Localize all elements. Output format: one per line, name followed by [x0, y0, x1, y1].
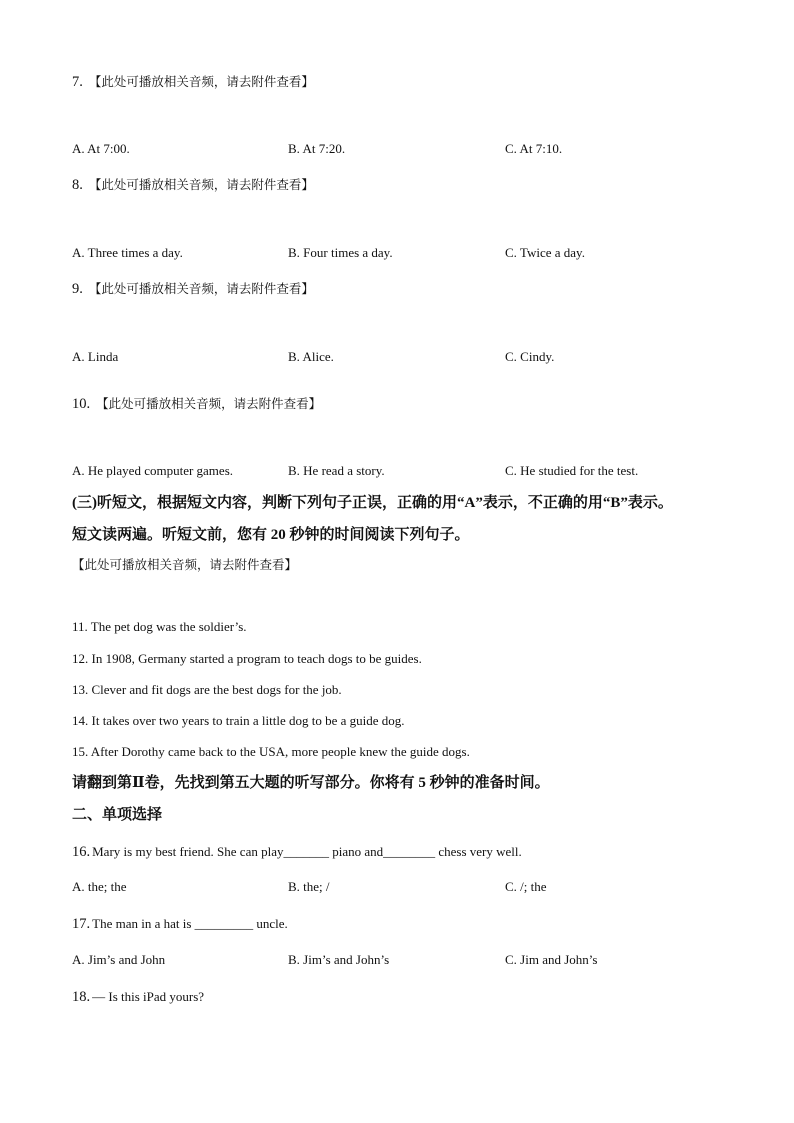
option-c: C. Jim and John’s: [505, 952, 598, 967]
option-b: B. Four times a day.: [288, 245, 393, 260]
question-number: 8.: [72, 177, 83, 193]
question-18: [72, 987, 204, 1007]
question-number: 10.: [72, 396, 91, 412]
question-number: 7.: [72, 74, 83, 90]
option-a: A. Jim’s and John: [72, 952, 166, 967]
option-b: B. He read a story.: [288, 463, 385, 478]
question-text: — Is this iPad yours?: [92, 989, 205, 1004]
section-heading-line-2: 短文读两遍。听短文前，您有 20 秒钟的时间阅读下列句子。: [72, 527, 470, 543]
statement-12: 12. In 1908, Germany started a program to teach dogs to be guides.: [72, 651, 422, 666]
section-title: 二、单项选择: [72, 807, 163, 823]
audio-prompt: 【此处可播放相关音频，请去附件查看】: [88, 178, 314, 192]
question-number: 9.: [72, 281, 83, 297]
option-a: A. the; the: [72, 879, 127, 894]
option-a: A. At 7:00.: [72, 141, 130, 156]
question-number: 16.: [72, 844, 91, 860]
statement-13: 13. Clever and fit dogs are the best dogs for the job.: [72, 682, 342, 697]
section-heading-line-1: (三)听短文，根据短文内容，判断下列句子正误，正确的用“A”表示，不正确的用“B”表示。: [72, 495, 673, 511]
option-b: B. At 7:20.: [288, 141, 346, 156]
option-c: C. At 7:10.: [505, 141, 563, 156]
option-b: B. Jim’s and John’s: [288, 952, 390, 967]
audio-prompt: 【此处可播放相关音频，请去附件查看】: [72, 558, 298, 572]
instruction: 请翻到第Ⅱ卷，先找到第五大题的听写部分。你将有 5 秒钟的准备时间。: [72, 775, 550, 791]
option-c: C. /; the: [505, 879, 547, 894]
statement-14: 14. It takes over two years to train a little dog to be a guide dog.: [72, 713, 405, 728]
question-10: [72, 394, 321, 414]
question-8: [72, 175, 314, 195]
question-7: [72, 72, 314, 92]
audio-prompt: 【此处可播放相关音频，请去附件查看】: [96, 397, 322, 411]
audio-prompt: 【此处可播放相关音频，请去附件查看】: [88, 75, 314, 89]
question-text: Mary is my best friend. She can play_______ piano and________ chess very well.: [92, 844, 522, 859]
question-number: 18.: [72, 989, 91, 1005]
option-b: B. the; /: [288, 879, 330, 894]
option-a: A. Three times a day.: [72, 245, 183, 260]
statement-11: 11. The pet dog was the soldier’s.: [72, 619, 247, 634]
option-c: C. He studied for the test.: [505, 463, 639, 478]
question-9: [72, 279, 314, 299]
option-a: A. He played computer games.: [72, 463, 234, 478]
option-c: C. Twice a day.: [505, 245, 585, 260]
question-16: [72, 842, 522, 862]
option-a: A. Linda: [72, 349, 119, 364]
option-c: C. Cindy.: [505, 349, 555, 364]
question-17: [72, 914, 288, 934]
statement-15: 15. After Dorothy came back to the USA, more people knew the guide dogs.: [72, 744, 470, 759]
audio-prompt: 【此处可播放相关音频，请去附件查看】: [88, 282, 314, 296]
question-number: 17.: [72, 916, 91, 932]
option-b: B. Alice.: [288, 349, 334, 364]
question-text: The man in a hat is _________ uncle.: [92, 916, 288, 931]
